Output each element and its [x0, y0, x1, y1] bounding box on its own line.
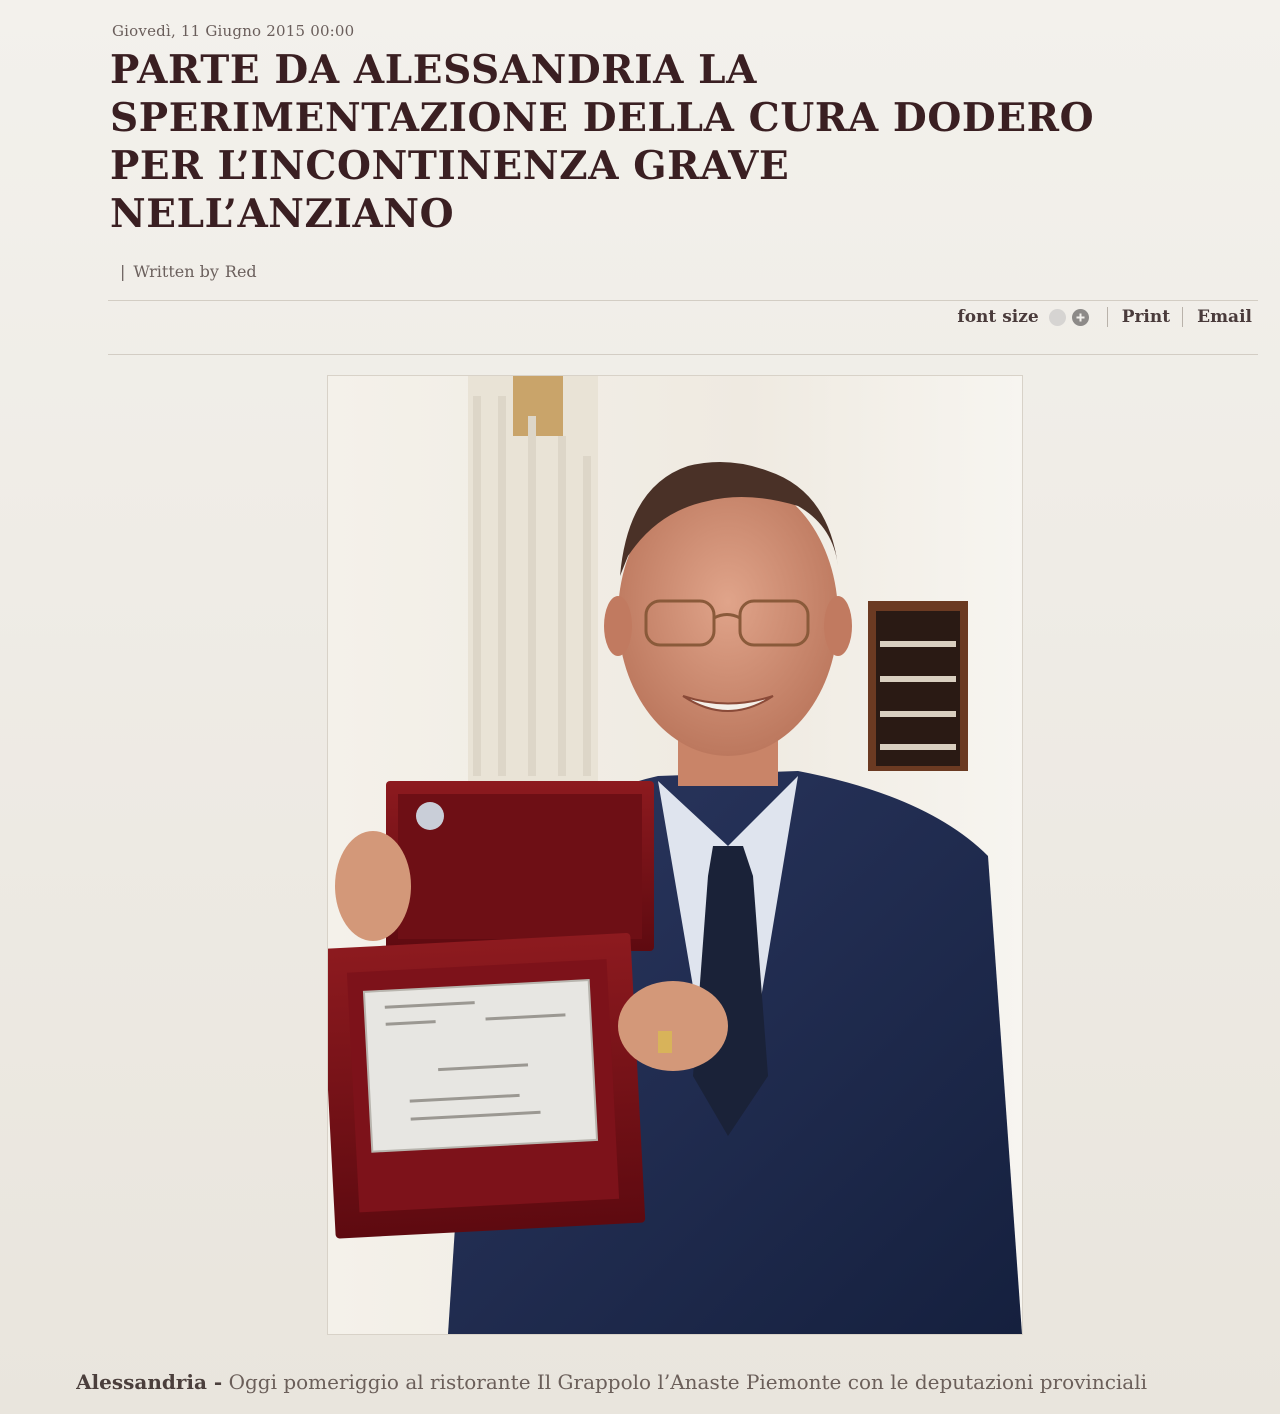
divider-line	[108, 300, 1258, 301]
article-date: Giovedì, 11 Giugno 2015 00:00	[112, 22, 355, 40]
author-name: Red	[224, 262, 257, 281]
font-size-label: font size	[957, 307, 1039, 327]
title-line: SPERIMENTAZIONE DELLA CURA DODERO	[110, 95, 1095, 141]
byline-separator: |	[120, 262, 126, 281]
title-line: NELL’ANZIANO	[110, 191, 455, 237]
photo-illustration	[328, 376, 1022, 1334]
font-increase-icon[interactable]	[1072, 309, 1089, 326]
divider-line	[108, 354, 1258, 355]
toolbar-divider	[1182, 307, 1183, 327]
article-title	[110, 46, 1230, 238]
toolbar-divider	[1107, 307, 1108, 327]
article-toolbar	[957, 304, 1252, 330]
print-link[interactable]: Print	[1121, 307, 1171, 327]
written-by-label: Written by	[133, 262, 219, 281]
font-decrease-icon[interactable]	[1049, 309, 1066, 326]
byline	[120, 262, 257, 281]
lead-text: Oggi pomeriggio al ristorante Il Grappolo l’Anaste Piemonte con le deputazioni provinciali	[228, 1370, 1148, 1394]
title-line: PER L’INCONTINENZA GRAVE	[110, 143, 790, 189]
lead-location: Alessandria -	[76, 1370, 223, 1394]
article-photo	[328, 376, 1022, 1334]
article-lead	[76, 1370, 1280, 1394]
title-line: PARTE DA ALESSANDRIA LA	[110, 47, 758, 93]
email-link[interactable]: Email	[1197, 307, 1252, 327]
